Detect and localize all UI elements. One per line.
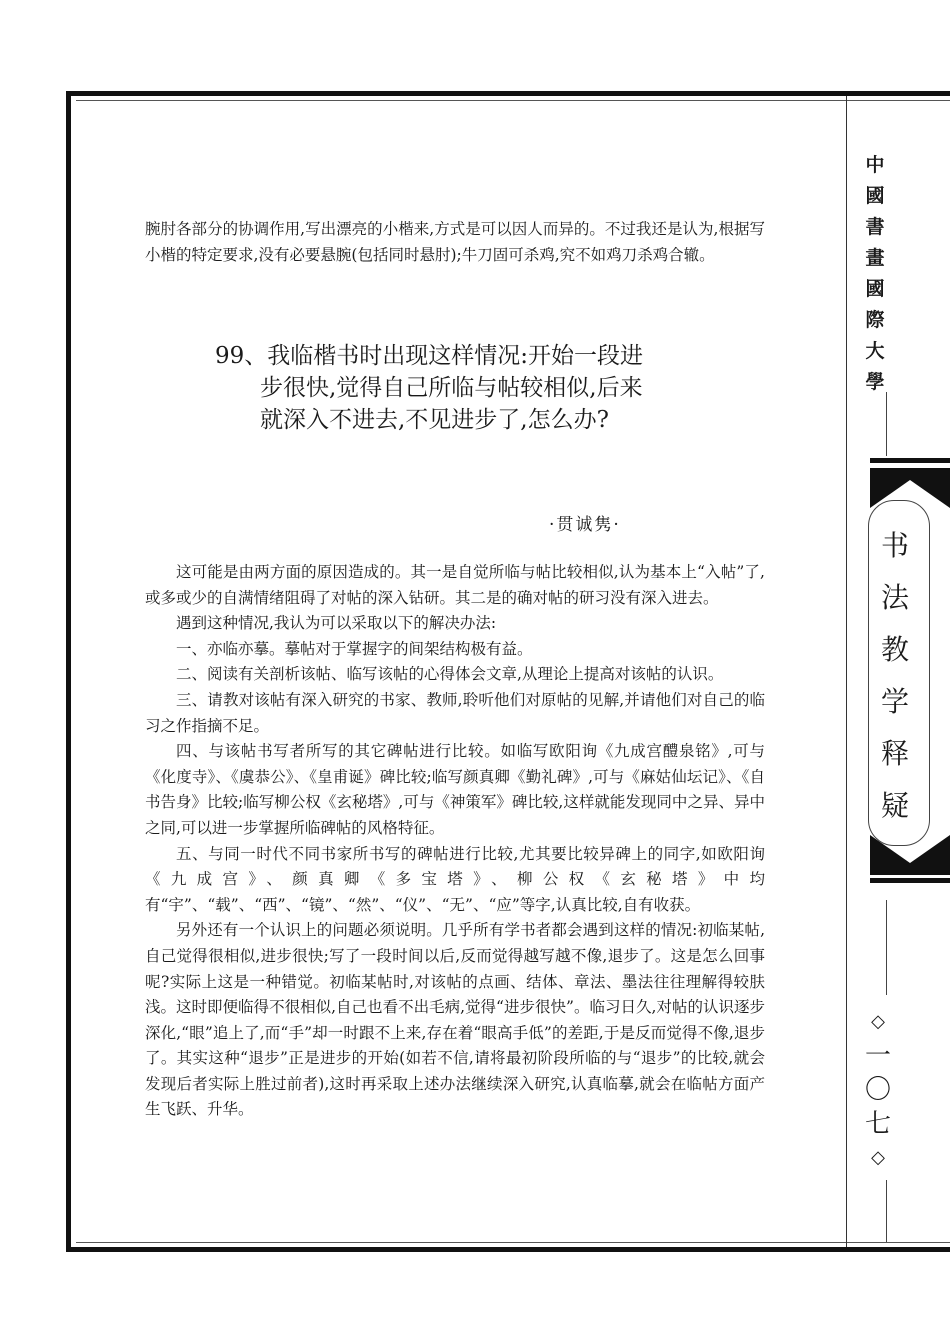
body-paragraph: 一、亦临亦摹。摹帖对于掌握字的间架结构极有益。 (176, 639, 533, 658)
book-title-char: 法 (880, 581, 909, 614)
sidebar-connector (886, 900, 887, 995)
body-paragraph: 四、与该帖书写者所写的其它碑帖进行比较。如临写欧阳询《九成宫醴泉铭》,可与《化度寺》、《虞恭公》、《皇甫诞》碑比较;临写颜真卿《勤礼碑》,可与《麻姑仙坛记》、《自书告身》比较;临写柳公权《玄秘塔》,可与《神策军》碑比较,这样就能发现同中之异、异中之同,可以进一步掌握所临碑帖的风格特征。 (145, 742, 765, 837)
question-heading (215, 340, 735, 436)
university-name-char: 國 (865, 278, 885, 300)
university-name-char: 學 (865, 371, 885, 393)
heading-line: 步很快,觉得自己所临与帖较相似,后来 (260, 375, 643, 401)
university-name-char: 書 (865, 216, 885, 238)
ornament-band-bottom (870, 878, 950, 883)
page-number-char: 七 (864, 1109, 891, 1139)
page-number-char: 〇 (864, 1075, 891, 1105)
sidebar-connector (886, 392, 887, 456)
body-paragraph: 五、与同一时代不同书家所书写的碑帖进行比较,尤其要比较异碑上的同字,如欧阳询《九成宫》、颜真卿《多宝塔》、柳公权《玄秘塔》中均有“宇”、“载”、“西”、“镜”、“然”、“仪”、“无”、“应”等字,认真比较,自有收获。 (145, 844, 765, 914)
ornament-band-top (870, 458, 950, 463)
body-paragraph: 这可能是由两方面的原因造成的。其一是自觉所临与帖比较相似,认为基本上“入帖”了,或多或少的自满情绪阻碍了对帖的深入钻研。其二是的确对帖的研习没有深入进去。 (145, 563, 765, 607)
page-number (858, 1005, 898, 1175)
book-title-char: 书 (880, 529, 909, 562)
page-frame-top-inner (76, 100, 950, 101)
book-title (864, 520, 926, 832)
university-name-char: 際 (865, 309, 885, 331)
intro-text: 腕肘各部分的协调作用,写出漂亮的小楷来,方式是可以因人而异的。不过我还是认为,根据写小楷的特定要求,没有必要悬腕(包括同时悬肘);牛刀固可杀鸡,究不如鸡刀杀鸡合辙。 (145, 220, 765, 264)
book-title-char: 学 (880, 685, 909, 718)
ornament-chevron-bottom (870, 835, 950, 875)
page-frame-left (66, 91, 71, 1252)
university-name-char: 畫 (865, 247, 885, 269)
page-frame-bottom-inner (76, 1242, 950, 1243)
university-name-char: 中 (865, 154, 885, 176)
university-name-char: 國 (865, 185, 885, 207)
heading-line: 就深入不进去,不见进步了,怎么办? (260, 407, 609, 433)
book-title-char: 释 (880, 737, 909, 770)
body-paragraph: 另外还有一个认识上的问题必须说明。几乎所有学书者都会遇到这样的情况:初临某帖,自己觉得很相似,进步很快;写了一段时间以后,反而觉得越写越不像,退步了。这是怎么回事呢?实际上这是一种错觉。初临某帖时,对该帖的点画、结体、章法、墨法往往理解得较肤浅。这时即便临得不很相似,自己也看不出毛病,觉得“进步很快”。临习日久,对帖的认识逐步深化,“眼”追上了,而“手”却一时跟不上来,存在着“眼高手低”的差距,于是反而觉得不像,退步了。其实这种“退步”正是进步的开始(如若不信,请将最初阶段所临的与“退步”的比较,就会发现后者实际上胜过前者),这时再采取上述办法继续深入研究,认真临摹,就会在临帖方面产生飞跃、升华。 (145, 921, 765, 1119)
body-paragraph: 二、阅读有关剖析该帖、临写该帖的心得体会文章,从理论上提高对该帖的认识。 (176, 665, 724, 684)
author-name: ·贯诚隽· (549, 515, 621, 535)
sidebar-divider (846, 96, 847, 1247)
diamond-icon: ◇ (871, 1011, 885, 1032)
book-title-char: 教 (880, 633, 909, 666)
body-paragraph: 三、请教对该帖有深入研究的书家、教师,聆听他们对原帖的见解,并请他们对自己的临习之作指摘不足。 (145, 690, 765, 735)
intro-paragraph (145, 217, 765, 268)
body-paragraph: 遇到这种情况,我认为可以采取以下的解决办法: (176, 614, 497, 633)
page-frame-top (66, 91, 950, 96)
article-body (145, 560, 765, 1123)
heading-line: 99、我临楷书时出现这样情况:开始一段进 (215, 343, 644, 369)
book-title-char: 疑 (880, 789, 909, 822)
page-number-char: 一 (864, 1041, 891, 1071)
university-name-char: 大 (865, 340, 885, 362)
sidebar-connector (886, 1180, 887, 1242)
diamond-icon: ◇ (871, 1147, 885, 1168)
page-frame-bottom (66, 1247, 950, 1252)
university-name (860, 150, 890, 398)
